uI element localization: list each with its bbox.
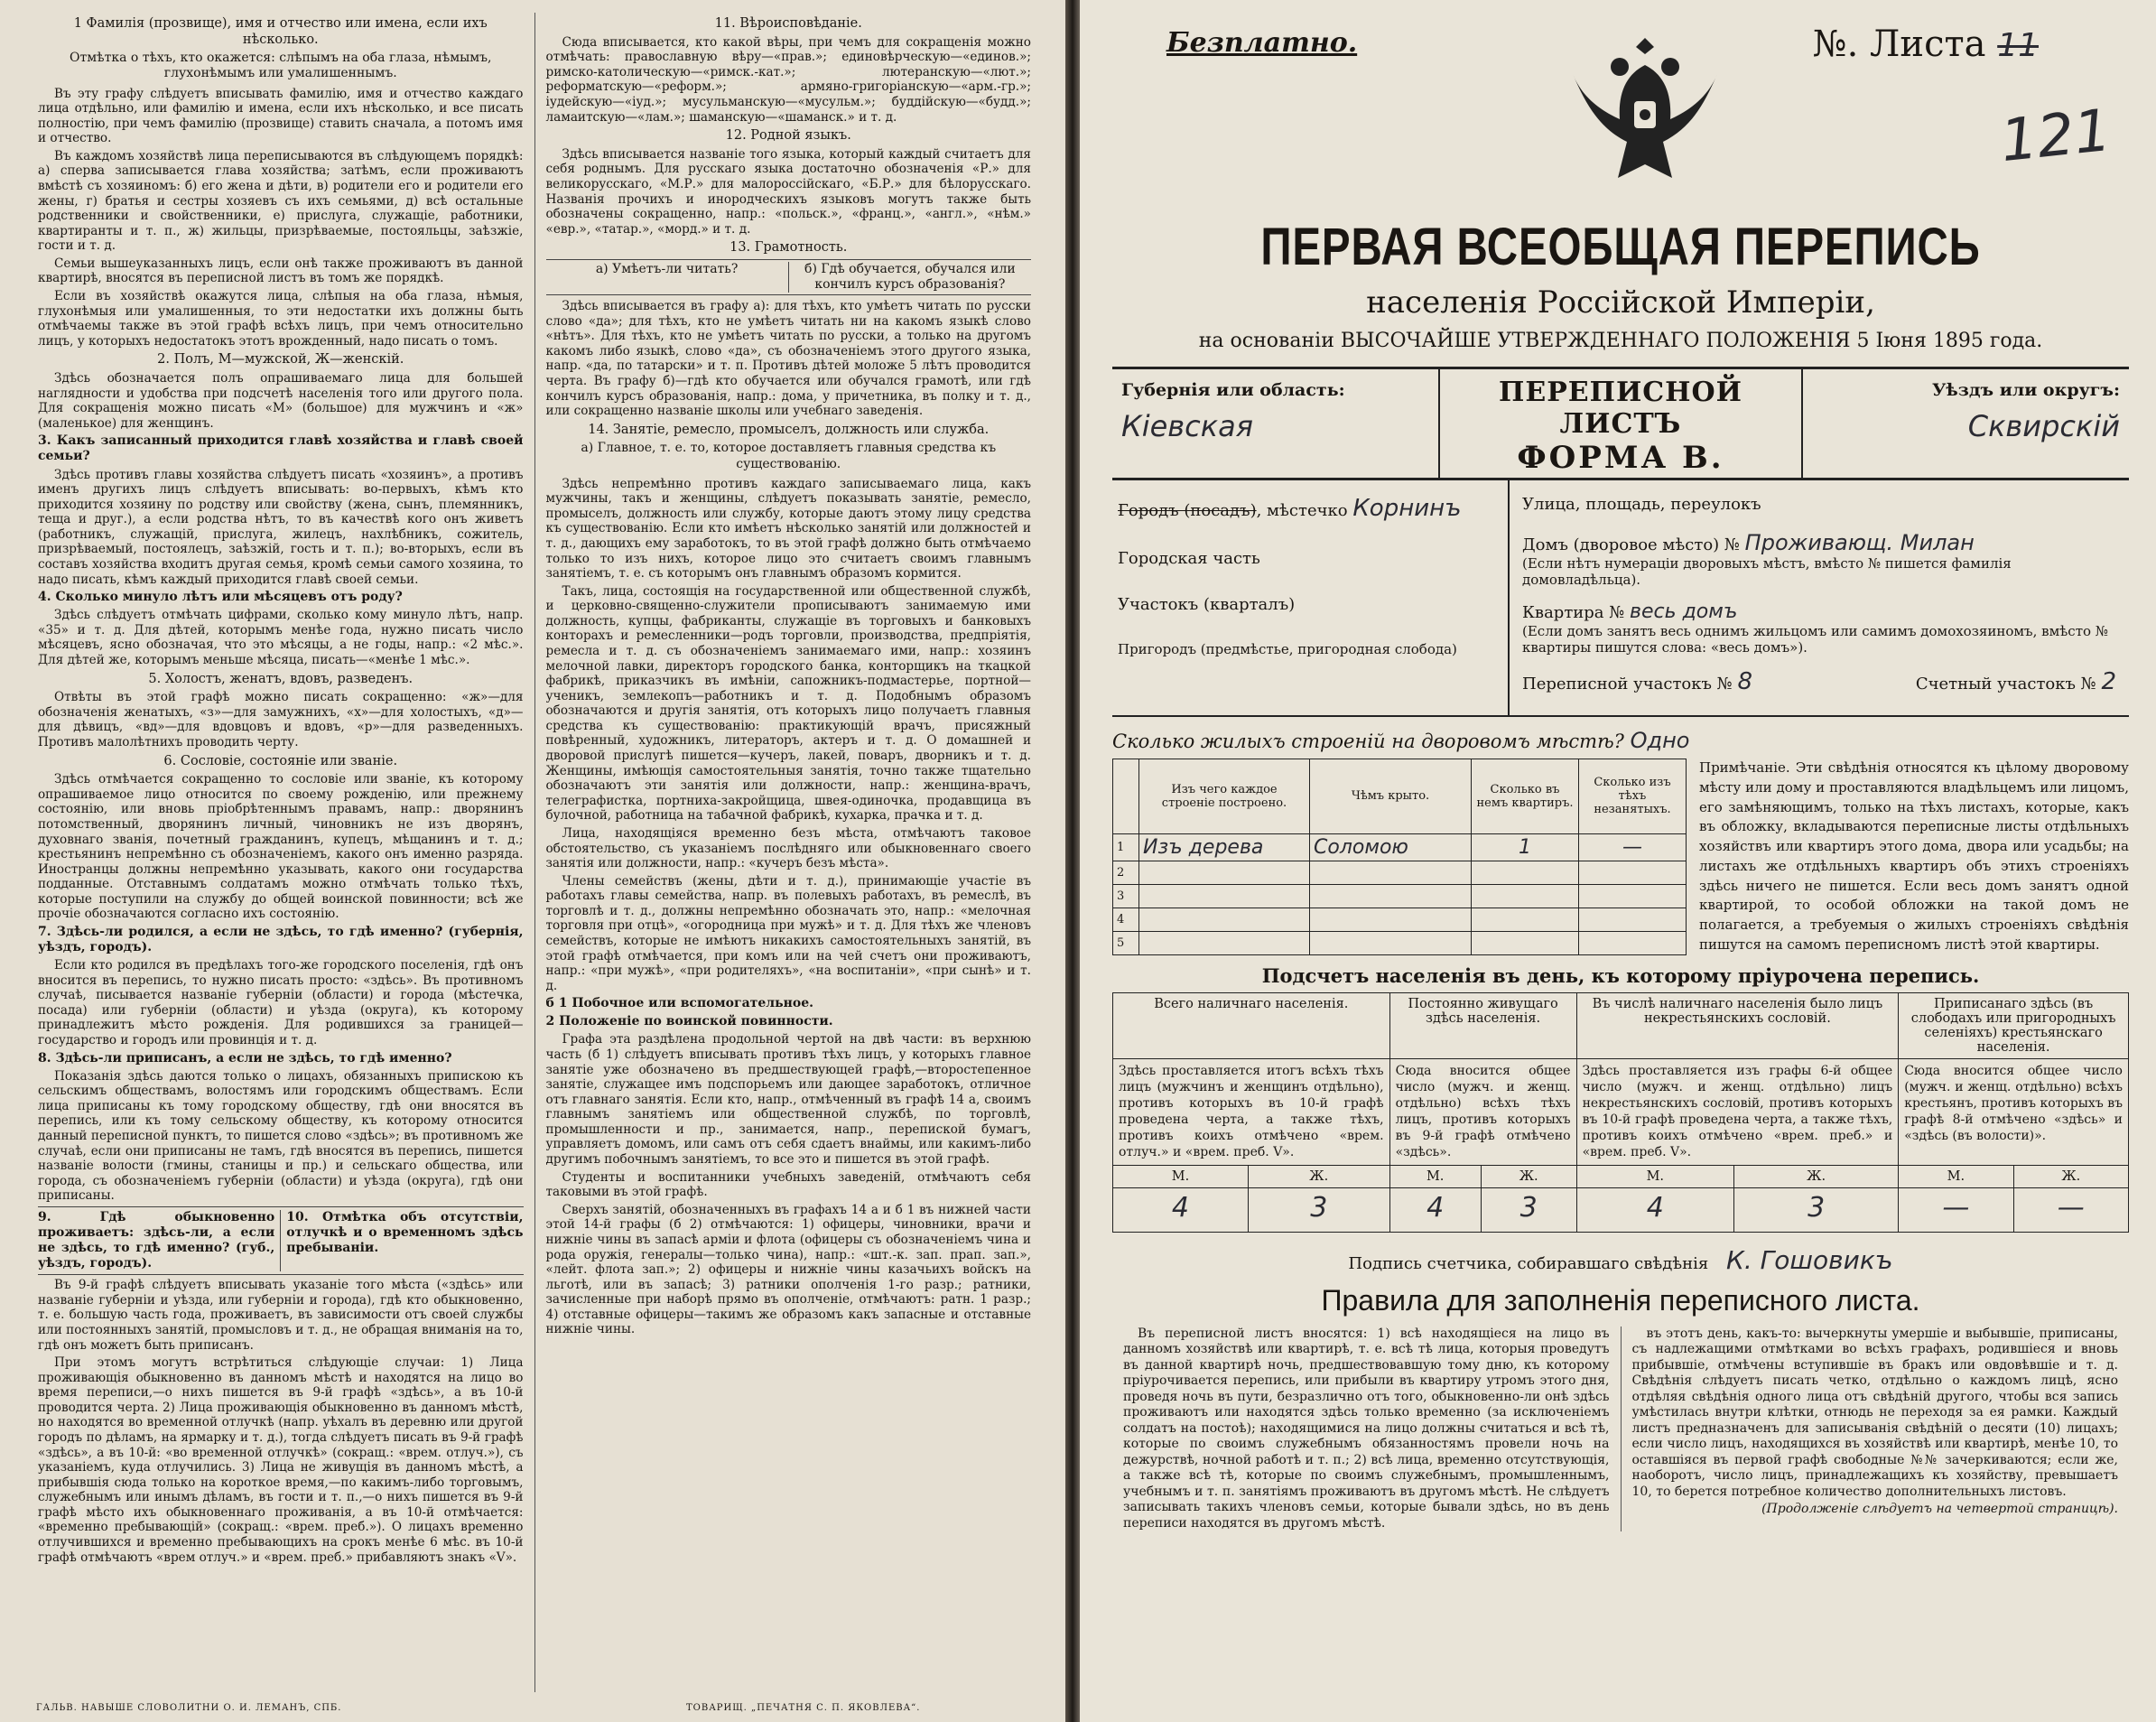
paragraph: Члены семействъ (жены, дѣти и т. д.), принимающіе участіе въ работахъ главы семейства, напр. въ полевыхъ работахъ, въ ремеслѣ, въ торговлѣ и т. д., должны непремѣнно обозначать это, напр.: «мелочная торговля при отцѣ», «огородница при мужѣ» и т. д. Для тѣхъ же членовъ семействъ, которые не имѣютъ никакихъ самостоятельныхъ занятій, въ этой графѣ отмѣчается, при комъ или на чей счетъ они проживаютъ, напр.: «при мужѣ», «при родителяхъ», «на воспитаніи», «при сынѣ» и т. д.	[545, 873, 1031, 993]
apartment-row	[1522, 600, 2116, 623]
vacant-cell: —	[1579, 833, 1687, 861]
item-4-heading: 4. Сколько минуло лѣтъ или мѣсяцевъ отъ роду?	[38, 590, 403, 605]
paragraph: Здѣсь слѣдуетъ отмѣчать цифрами, сколько кому минуло лѣтъ, напр. «35» и т. д. Для дѣтей, которымъ менѣе года, нужно писать число мѣсяцевъ, ясно обозначая, что это мѣсяцы, а не годы, напр.: «2 мѣс.». Для дѣтей же, которымъ меньше мѣсяца, писать—«менѣе 1 мѣс.».	[38, 608, 524, 667]
count-desc-permanent: Сюда вносится общее число (мужч. и женщ. отдѣльно) всѣхъ тѣхъ лицъ, противъ которыхъ въ 9-й графѣ отмѣчено «здѣсь».	[1389, 1058, 1576, 1165]
row-number: 4	[1113, 908, 1139, 931]
printer-footer-left: ГАЛЬВ. НАВЫШЕ СЛОВОЛИТНИ О. И. ЛЕМАНЪ, СПБ.	[36, 1703, 342, 1713]
house-value: Проживающ. Милан	[1744, 530, 1975, 555]
item-13-heading: 13. Грамотность.	[730, 240, 848, 256]
note-paragraph: Примѣчаніе. Эти свѣдѣнія относятся къ цѣлому дворовому мѣсту или дому и проставляются владѣльцемъ или лицомъ, его замѣняющимъ, только на тѣхъ листахъ, которые, какъ въ обложку, вкладываются переписные листы отдѣльныхъ хозяйствъ или квартиръ этого дома, двора или усадьбы; на листахъ же отдѣльныхъ квартиръ объ этихъ строеніяхъ здѣсь ничего не пишется. Если весь домъ занятъ одной квартирой, то особой обложки на такой домъ не полагается, а требуемыя о жилыхъ строеніяхъ свѣдѣнія пишутся на самомъ переписномъ листѣ этой квартиры.	[1699, 759, 2129, 953]
paragraph: При этомъ могутъ встрѣтиться слѣдующіе случаи: 1) Лица проживающія обыкновенно въ данномъ мѣстѣ и находятся на лицо во время переписи,—о нихъ пишется въ 9-й графѣ «здѣсь», а въ 10-й проводится черта. 2) Лица проживающія обыкновенно въ данномъ мѣстѣ, но находятся во временной отлучкѣ (напр. уѣхалъ въ деревню или другой городъ по дѣламъ, на ярмарку и т. д.), тогда слѣдуетъ писать въ 9-й графѣ «здѣсь», а въ 10-й: «во временной отлучкѣ» (сокращ.: «врем. отлуч.»), съ указаніемъ, куда отлучились. 3) Лица не живущія въ данномъ мѣстѣ, а прибывшія сюда только на короткое время,—по какимъ-либо торговымъ, служебнымъ или инымъ дѣламъ, въ гости и т. п.,—о нихъ пишется въ 9-й графѣ мѣсто ихъ обыкновеннаго проживанія, а въ 10-й отмѣчается: «временно пребывающій» (сокращ.: «врем. преб.»). О лицахъ временно отлучившихся и временно пребывающихъ на срокъ менѣе 6 мѣс. въ 10-й графѣ отмѣчаютъ «врем отлуч.» и «врем. преб.» прибавляютъ знакъ «V».	[38, 1355, 524, 1565]
paragraph: Такъ, лица, состоящія на государственной или общественной службѣ, и церковно-священно-служители прописываютъ занимаемую ими должность, купцы, фабриканты, служащіе въ торговыхъ и банковыхъ конторахъ и ремесленники—родъ торговли, производства, предпріятія, ремесла и т. д. съ обозначеніемъ занимаемаго ими, напр.: хозяинъ мелочной лавки, директоръ городского банка, конторщикъ на ткацкой фабрикѣ, приказчикъ въ имѣніи, сапожникъ-подмастерье, портной—ученикъ, землекопъ—работникъ и т. д. Подобнымъ образомъ обозначаются и другія занятія, отъ которыхъ лицо получаетъ главныя средства къ существованію: практикующій врачъ, присяжный повѣренный, художникъ, литераторъ, актеръ и т. д. О домашней и дворовой прислугѣ пишется—кучеръ, лакей, поваръ, дворникъ и т. д. Женщины, имѣющія самостоятельныя занятія, точно также тщательно обозначаютъ эти занятія или должности, напр.: женщина-врачъ, телеграфистка, портниха-закройщица, швея-одиночка, продавщица въ булочной, работница на табачной фабрикѣ, кухарка, прачка и т. д.	[545, 583, 1031, 824]
non-peasant-male-value: 4	[1576, 1187, 1733, 1232]
item-14b1: б 1 Побочное или вспомогательное.	[545, 996, 813, 1011]
item-11-heading: 11. Вѣроисповѣданіе.	[714, 16, 862, 31]
instructions-column-1	[27, 13, 534, 1692]
row-number: 3	[1113, 884, 1139, 908]
non-peasant-female-value: 3	[1734, 1187, 1899, 1232]
sheet-number-handwritten: 121	[1997, 97, 2114, 176]
left-page	[0, 0, 1065, 1722]
count-district-label: Счетный участокъ №	[1915, 675, 2096, 693]
peasant-female-value: —	[2013, 1187, 2128, 1232]
item-10-heading: 10. Отмѣтка объ отсутствіи, отлучкѣ и о временномъ здѣсь пребываніи.	[280, 1210, 523, 1271]
table-header-apartments: Сколько въ немъ квартиръ.	[1472, 759, 1579, 834]
rules-text	[1112, 1326, 2129, 1532]
item-13b: б) Гдѣ обучается, обучался или кончилъ курсъ образованія?	[788, 262, 1031, 293]
item-5-heading: 5. Холостъ, женатъ, вдовъ, разведенъ.	[148, 671, 414, 686]
street-label: Улица, площадь, переулокъ	[1522, 495, 1761, 514]
table-row	[1113, 861, 1687, 884]
paragraph: Сверхъ занятій, обозначенныхъ въ графахъ 14 а и б 1 въ нижней части этой 14-й графы (б 2) отмѣчаются: 1) офицеры, чиновники, врачи и нижніе чины въ запасѣ арміи и флота (офицеры съ обозначеніемъ чина и рода оружія, генералы—только чина), напр.: «шт.-к. зап. прап. зап.», «лейт. флота зап.»; 2) офицеры и нижніе чины казачьихъ войскъ на льготѣ, или въ запасѣ; 3) ратники ополченія 1-го разр.; ратники, зачисленные при наборѣ прямо въ ополченіе, отмѣчаютъ: ратн. 1 разр.; 4) отставные офицеры—такимъ же образомъ какъ запасные и отставные нижніе чины.	[545, 1202, 1031, 1337]
mestechko-label: , мѣстечко	[1256, 501, 1348, 520]
form-title: ПЕРЕПИСНОЙ ЛИСТЪ	[1499, 377, 1742, 440]
total-male-value: 4	[1113, 1187, 1249, 1232]
count-desc-peasant: Сюда вносится общее число (мужч. и женщ. отдѣльно) всѣхъ крестьянъ, противъ которыхъ въ графѣ 8-й отмѣчено «здѣсь» и «здѣсь (въ волости)».	[1899, 1058, 2129, 1165]
suburb-label: Пригородъ (предмѣстье, пригородная слобода)	[1118, 641, 1457, 657]
paragraph: Если кто родился въ предѣлахъ того-же городского поселенія, гдѣ онъ вносится въ перепись, то нужно писать просто: «здѣсь». Въ противномъ случаѣ, писывается названіе губерніи (области) и города (мѣстечка, посада) или губерніи (области) и уѣзда (округа), къ которому принадлежитъ мѣсто рожденія. Для родившихся за границей—государство и городъ или провинція и т. д.	[38, 958, 524, 1048]
paragraph: Сюда вписывается, кто какой вѣры, при чемъ для сокращенія можно отмѣчать: православную вѣру—«прав.»; единовѣрческую—«единов.»; римско-католическую—«римск.-кат.»; лютеранскую—«лют.»; реформатскую—«реформ.»; армяно-григоріанскую—«арм.-гр.»; іудейскую—«іуд.»; мусульманскую—«мусульм.»; буддійскую—«будд.»; ламаитскую—«лам.»; шаманскую—«шаманск.» и т. д.	[545, 34, 1031, 125]
paragraph: Отвѣты въ этой графѣ можно писать сокращенно: «ж»—для обозначенія женатыхъ, «з»—для замужнихъ, «х»—для холостыхъ, «д»—для дѣвицъ, «вд»—для вдовцовъ и вдовъ, «р»—для разведенныхъ. Противъ малолѣтнихъ проводить черту.	[38, 690, 524, 749]
item-13a: а) Умѣетъ-ли читать?	[595, 262, 739, 276]
item-8-heading: 8. Здѣсь-ли приписанъ, а если не здѣсь, то гдѣ именно?	[38, 1050, 452, 1066]
row-number: 5	[1113, 931, 1139, 954]
table-row	[1113, 884, 1687, 908]
female-header: Ж.	[2013, 1165, 2128, 1187]
apartment-note: (Если домъ занятъ весь однимъ жильцомъ или самимъ домохозяиномъ, вмѣсто № квартиры пишутся слова: «весь домъ»).	[1522, 623, 2108, 656]
paragraph: Въ каждомъ хозяйствѣ лица переписываются въ слѣдующемъ порядкѣ: а) сперва записывается глава хозяйства; затѣмъ, если проживаютъ вмѣстѣ съ хозяиномъ: б) его жена и дѣти, в) родители его и родители его жены, г) братья и сестры хозяевъ съ ихъ семьями, д) всѣ остальные родственники и свойственники, е) прислуга, служащіе, работники, квартиранты и т. п., ж) жильцы, призрѣваемые, постояльцы, заѣзжіе, гости и т. д.	[38, 148, 524, 254]
count-header-peasant: Приписанаго здѣсь (въ слободахъ или пригородныхъ селеніяхъ) крестьянскаго населенія.	[1899, 992, 2129, 1058]
town-row	[1118, 495, 1502, 522]
form-letter: ФОРМА В.	[1517, 440, 1724, 476]
imperial-eagle-emblem-icon	[1564, 20, 1726, 200]
table-row	[1113, 833, 1687, 861]
item-14a: а) Главное, т. е. то, которое доставляетъ главныя средства къ существованію.	[581, 441, 997, 471]
continued-note: (Продолженіе слѣдуетъ на четвертой страницѣ).	[1761, 1502, 2118, 1517]
paragraph: Здѣсь вписывается въ графу а): для тѣхъ, кто умѣетъ читать по русски слово «да»; для тѣхъ, кто не умѣетъ читать ни на какомъ языкѣ слово «нѣтъ». Для тѣхъ, кто не умѣетъ читать по русски, а только на другомъ какомъ либо языкѣ, слово «да», съ обозначеніемъ этого другого языка, напр. «да, по татарски» и т. п. Противъ дѣтей моложе 5 лѣтъ проводится черта. Въ графу б)—гдѣ кто обучается или обучался грамотѣ, или гдѣ кончилъ курсъ образованія, напр.: дома, у причетника, въ полку и т. д., или сокращенно названіе школы или учебнаго заведенія.	[545, 299, 1031, 419]
city-part-label: Городская часть	[1118, 549, 1260, 568]
right-page	[1080, 0, 2156, 1722]
enumerator-signature: К. Гошовикъ	[1726, 1244, 1893, 1275]
count-header-non-peasant: Въ числѣ наличнаго населенія было лицъ некрестьянскихъ сословій.	[1576, 992, 1899, 1058]
table-header-vacant: Сколько изъ тѣхъ незанятыхъ.	[1579, 759, 1687, 834]
row-number: 1	[1113, 833, 1139, 861]
paragraph: Въ эту графу слѣдуетъ вписывать фамилію, имя и отчество каждаго лица отдѣльно, или фамилію и имена, если ихъ нѣсколько, и все писать полностію, при чемъ фамилію (прозвище) ставить сначала, а потомъ имя и отчество.	[38, 86, 524, 146]
table-header-roof: Чѣмъ крыто.	[1310, 759, 1472, 834]
printer-footer-right: ТОВАРИЩ. „ПЕЧАТНЯ С. П. ЯКОВЛЕВА“.	[686, 1703, 921, 1713]
paragraph: Здѣсь противъ главы хозяйства слѣдуетъ писать «хозяинъ», а противъ именъ другихъ лицъ слѣдуетъ вписывать: во-первыхъ, кѣмъ кто приходится хозяину по родству или свойству (жена, сынъ, племянникъ, теща и друг.), а если родства нѣтъ, то въ качествѣ кого онъ живетъ (работникъ, служащій, прислуга, жилецъ, нахлѣбникъ, сожитель, призрѣваемый, постоялецъ, заѣзжій, гость и т. п.); во-вторыхъ, если въ составъ хозяйства входитъ другая семья, кромѣ семьи самого хозяина, то надо писать, кѣмъ каждый приходится главѣ своей семьи.	[38, 467, 524, 587]
female-header: Ж.	[1481, 1165, 1576, 1187]
districts-row	[1522, 668, 2116, 695]
material-cell: Изъ дерева	[1139, 833, 1310, 861]
male-header: М.	[1576, 1165, 1733, 1187]
item-7-heading: 7. Здѣсь-ли родился, а если не здѣсь, то гдѣ именно? (губернія, уѣздъ, городъ).	[38, 925, 524, 955]
paragraph: Графа эта раздѣлена продольной чертой на двѣ части: въ верхнюю часть (б 1) слѣдуетъ вписывать противъ тѣхъ лицъ, у которыхъ главное занятіе уже обозначено въ предшествующей графѣ,—второстепенное занятіе, служащее имъ подспорьемъ или дающее заработокъ, отличное отъ главнаго занятія. Если кто, напр., отмѣченный въ графѣ 14 а, своимъ главнымъ занятіемъ или общественной службѣ, по торговлѣ, промышленности и пр., занимается, напр., перепиской бумагъ, управляетъ домомъ, или самъ отъ себя сдаетъ внаймы, или какимъ-либо другимъ побочнымъ занятіемъ, то все это и пишется въ этой графѣ.	[545, 1032, 1031, 1168]
item-2-heading: 2. Полъ, М—мужской, Ж—женскій.	[157, 352, 404, 368]
paragraph: Студенты и воспитанники учебныхъ заведеній, отмѣчаютъ себя таковыми въ этой графѣ.	[545, 1169, 1031, 1200]
count-desc-non-peasant: Здѣсь проставляется изъ графы 6-й общее число (мужч. и женщ. отдѣльно) лицъ некрестьянскихъ сословій, противъ которыхъ въ 10-й графѣ проведена черта, а также тѣхъ, противъ коихъ отмѣчено «врем. преб.» и «врем. преб. V».	[1576, 1058, 1899, 1165]
district-field	[1803, 369, 2129, 478]
item-14b2: 2 Положеніе по воинской повинности.	[545, 1014, 833, 1029]
page-title: ПЕРВАЯ ВСЕОБЩАЯ ПЕРЕПИСЬ	[1260, 218, 1981, 276]
total-female-value: 3	[1248, 1187, 1389, 1232]
count-desc-total: Здѣсь проставляется итогъ всѣхъ тѣхъ лицъ (мужчинъ и женщинъ отдѣльно), противъ которыхъ въ 10-й графѣ проведена черта, а также тѣхъ, противъ коихъ отмѣчено «врем. отлуч.» и «врем. преб. V».	[1113, 1058, 1390, 1165]
population-count-title: Подсчетъ населенія въ день, къ которому пріурочена перепись.	[1261, 963, 1980, 987]
item-12-heading: 12. Родной языкъ.	[725, 128, 851, 144]
sheet-number-crossed: 11	[1997, 27, 2039, 64]
paragraph: Здѣсь непремѣнно противъ каждаго записываемаго лица, какъ мужчины, такъ и женщины, слѣдуетъ показывать занятіе, ремесло, промыселъ, должность или службу, которые даютъ этому лицу средства къ существованію. Если кто имѣетъ нѣсколько занятій или должностей и т. д., дающихъ ему заработокъ, то въ этой графѣ должно быть отмѣчаемо только то изъ нихъ, которое лицо это считаетъ своимъ главнымъ занятіемъ, т. е. съ которымъ онъ главнымъ образомъ кормится.	[545, 476, 1031, 582]
address-block	[1112, 480, 2129, 717]
book-spine	[1065, 0, 1080, 1722]
house-label: Домъ (дворовое мѣсто) №	[1522, 535, 1740, 554]
female-header: Ж.	[1734, 1165, 1899, 1187]
dwellings-value: Одно	[1630, 728, 1690, 753]
paragraph: Въ 9-й графѣ слѣдуетъ вписывать указаніе того мѣста («здѣсь» или названіе губерніи и уѣзда, или губерніи и города), гдѣ кто обыкновенно, т. е. большую часть года, проживаетъ, въ зависимости отъ своей службы или постоянныхъ занятій, промысловъ и т. д., не обращая вниманія на то, гдѣ онъ можетъ быть приписанъ.	[38, 1278, 524, 1353]
page-subtitle: населенія Россійской Имперіи,	[1366, 284, 1875, 321]
count-header-total: Всего наличнаго населенія.	[1113, 992, 1390, 1058]
peasant-male-value: —	[1899, 1187, 2013, 1232]
mestechko-value: Корнинъ	[1352, 495, 1462, 522]
male-header: М.	[1899, 1165, 2013, 1187]
table-row	[1113, 931, 1687, 954]
item-6-heading: 6. Сословіе, состояніе или званіе.	[163, 753, 398, 768]
rules-paragraph: Въ переписной листъ вносятся: 1) всѣ находящіеся на лицо въ данномъ хозяйствѣ или квартирѣ, т. е. всѣ тѣ лица, которыя проведутъ въ данной квартирѣ ночь, предшествовавшую тому дню, къ которому пріурочивается перепись, или прибыли въ квартиру утромъ этого дня, проведя ночь въ пути, безразлично отъ того, обыкновенно-ли онѣ здѣсь проживаютъ или находятся здѣсь только временно (за исключеніемъ солдатъ на постоѣ); находящимися на лицо должны считаться и всѣ тѣ, которые по своимъ служебнымъ обязанностямъ провели ночь на дежурствѣ, ночной работѣ и т. п.; 2) всѣ лица, временно отсутствующія, а также всѣ тѣ, которые по своимъ служебнымъ, промышленнымъ, учебнымъ и т. п. занятіямъ проживаютъ въ другомъ мѣстѣ. Не слѣдуетъ записывать такихъ членовъ семьи, которые бывали здѣсь, но въ день переписи находятся въ другомъ мѣстѣ.	[1123, 1326, 1610, 1531]
sheet-label-text: №. Листа	[1812, 23, 1986, 65]
paragraph: Если въ хозяйствѣ окажутся лица, слѣпыя на оба глаза, нѣмыя, глухонѣмыя или умалишенныя, то эти недостатки ихъ должны быть отмѣчаемы также въ этой графѣ всѣхъ лицъ, при чемъ относительно лицъ, у которыхъ недостатокъ этотъ врожденный, надо писать о томъ.	[38, 289, 524, 349]
paragraph: Здѣсь вписывается названіе того языка, который каждый считаетъ для себя роднымъ. Для русскаго языка достаточно обозначенія «Р.» для великорусскаго, «М.Р.» для малороссійскаго, «Б.Р.» для бѣлорусскаго. Названія прочихъ и инородческихъ языковъ могутъ также быть обозначены сокращенно, напр.: «польск.», «франц.», «англ.», «нѣм.» «евр.», «татар.», «морд.» и т. д.	[545, 146, 1031, 237]
province-field	[1112, 369, 1438, 478]
apartments-cell: 1	[1472, 833, 1579, 861]
town-label-crossed: Городъ (посадъ)	[1118, 501, 1257, 520]
census-district-label: Переписной участокъ №	[1522, 675, 1733, 693]
rules-paragraph: въ этотъ день, какъ-то: вычеркнуты умершіе и выбывшіе, приписаны, съ надлежащими отмѣтками во всѣхъ графахъ, родившіеся и вновь прибывшіе, отмѣчены вступившіе въ бракъ или овдовѣвшіе и т. д. Свѣдѣнія слѣдуетъ писать четко, отдѣльно о каждомъ лицѣ, ясно отдѣляя свѣдѣнія одного лица отъ свѣдѣній другого, чтобы вся запись умѣстилась внутри клѣтки, отнюдь не переходя за ея рамки. Каждый листъ предназначенъ для записыванія свѣдѣній о десяти (10) лицахъ; если число лицъ, находящихся въ хозяйствѣ или квартирѣ, менѣе 10, то оставшіяся въ первой графѣ свободные №№ зачеркиваются; если же, наоборотъ, число лицъ, принадлежащихъ къ хозяйству, превышаетъ 10, то берется потребное количество дополнительныхъ листовъ.	[1631, 1326, 2118, 1499]
roof-cell: Соломою	[1310, 833, 1472, 861]
legal-basis: на основаніи ВЫСОЧАЙШЕ УТВЕРЖДЕННАГО ПОЛОЖЕНІЯ 5 Іюня 1895 года.	[1198, 330, 2043, 352]
permanent-female-value: 3	[1481, 1187, 1576, 1232]
instructions-column-2	[534, 13, 1043, 1692]
permanent-male-value: 4	[1389, 1187, 1481, 1232]
form-title-block	[1438, 369, 1803, 478]
item-3-heading: 3. Какъ записанный приходится главѣ хозяйства и главѣ своей семьи?	[38, 433, 524, 464]
paragraph: Лица, находящіяся временно безъ мѣста, отмѣчаютъ таковое обстоятельство, съ указаніемъ послѣдняго или обыкновеннаго своего занятія или должности, напр.: «кучеръ безъ мѣста».	[545, 825, 1031, 871]
dwellings-row	[1112, 728, 2129, 753]
province-label: Губернія или область:	[1121, 380, 1345, 400]
row-number: 2	[1113, 861, 1139, 884]
precinct-label: Участокъ (кварталъ)	[1118, 595, 1296, 614]
apartment-value: весь домъ	[1630, 600, 1738, 623]
census-district-value: 8	[1737, 668, 1752, 695]
free-label: Безплатно.	[1166, 27, 1358, 59]
item-1-note: Отмѣтка о тѣхъ, кто окажется: слѣпымъ на оба глаза, нѣмымъ, глухонѣмымъ или умалишеннымъ.	[70, 51, 492, 81]
rules-title: Правила для заполненія переписного листа.	[1321, 1283, 1920, 1317]
paragraph: Здѣсь отмѣчается сокращенно то сословіе или званіе, къ которому опрашиваемое лицо относится по своему рожденію, или прежнему состоянію, или вновь пріобрѣтеннымъ правамъ, напр.: дворянинъ потомственный, дворянинъ личный, чиновникъ не изъ дворянъ, духовнаго званія, почетный гражданинъ, купецъ, мѣщанинъ и т. д.; крестьянинъ непремѣнно съ обозначеніемъ, какого онъ именно разряда. Иностранцы должны непремѣнно указывать, какого они государства подданные. Отставнымъ солдатамъ можно отмѣчать только тѣхъ, которые поступили на службу до общей воинской повинности; всѣ же прочіе обозначаются согласно ихъ состоянію.	[38, 772, 524, 922]
table-row	[1113, 908, 1687, 931]
item-1-heading: 1 Фамилія (прозвище), имя и отчество или имена, если ихъ нѣсколько.	[73, 16, 488, 47]
sheet-number-label	[1813, 23, 2039, 65]
apartment-label: Квартира №	[1522, 603, 1625, 622]
count-header-permanent: Постоянно живущаго здѣсь населенія.	[1389, 992, 1576, 1058]
male-header: М.	[1389, 1165, 1481, 1187]
district-value: Сквирскій	[1967, 409, 2120, 443]
male-header: М.	[1113, 1165, 1249, 1187]
house-note: (Если нѣтъ нумераціи дворовыхъ мѣстъ, вмѣсто № пишется фамилія домовладѣльца).	[1522, 555, 2012, 588]
province-value: Кіевская	[1121, 409, 1253, 443]
paragraph: Показанія здѣсь даются только о лицахъ, обязанныхъ припискою къ сельскимъ обществамъ, волостямъ или городскимъ обществамъ. Если лица приписаны къ тому городскому обществу, гдѣ они вносятся въ перепись, или къ тому сельскому обществу, къ которому относится данный переписной пунктъ, то пишется слово «здѣсь»; въ противномъ же случаѣ, если они приписаны не тамъ, гдѣ вносятся въ перепись, пишется названіе волости (гмины, станицы и пр.) и сельскаго общества, или города, съ обозначеніемъ губерніи (области) и уѣзда (округа), гдѣ они приписаны.	[38, 1068, 524, 1204]
paragraph: Здѣсь обозначается полъ опрашиваемаго лица для большей наглядности и удобства при подсчетѣ населенія того или другого пола. Для сокращенія можно писать «М» (большое) для мужчинъ и «ж» (маленькое) для женщинъ.	[38, 371, 524, 431]
signature-label: Подпись счетчика, собиравшаго свѣдѣнія	[1348, 1253, 1709, 1273]
form-header-row	[1112, 367, 2129, 480]
paragraph: Семьи вышеуказанныхъ лицъ, если онѣ также проживаютъ въ данной квартирѣ, вносятся въ переписной листъ въ томъ же порядкѣ.	[38, 256, 524, 286]
item-9-heading: 9. Гдѣ обыкновенно проживаетъ: здѣсь-ли, а если не здѣсь, то гдѣ именно? (губ., уѣздъ, городъ).	[38, 1209, 275, 1271]
count-district-value: 2	[2101, 668, 2116, 695]
district-label: Уѣздъ или округъ:	[1931, 380, 2120, 400]
item-14-heading: 14. Занятіе, ремесло, промыселъ, должность или служба.	[588, 422, 990, 437]
buildings-table	[1112, 759, 1687, 955]
dwellings-label: Сколько жилыхъ строеній на дворовомъ мѣстѣ?	[1112, 731, 1624, 752]
female-header: Ж.	[1248, 1165, 1389, 1187]
table-header-material: Изъ чего каждое строеніе построено.	[1139, 759, 1310, 834]
enumerator-signature-row	[1112, 1245, 2129, 1275]
house-row	[1522, 530, 2116, 555]
population-count-table	[1112, 992, 2129, 1233]
